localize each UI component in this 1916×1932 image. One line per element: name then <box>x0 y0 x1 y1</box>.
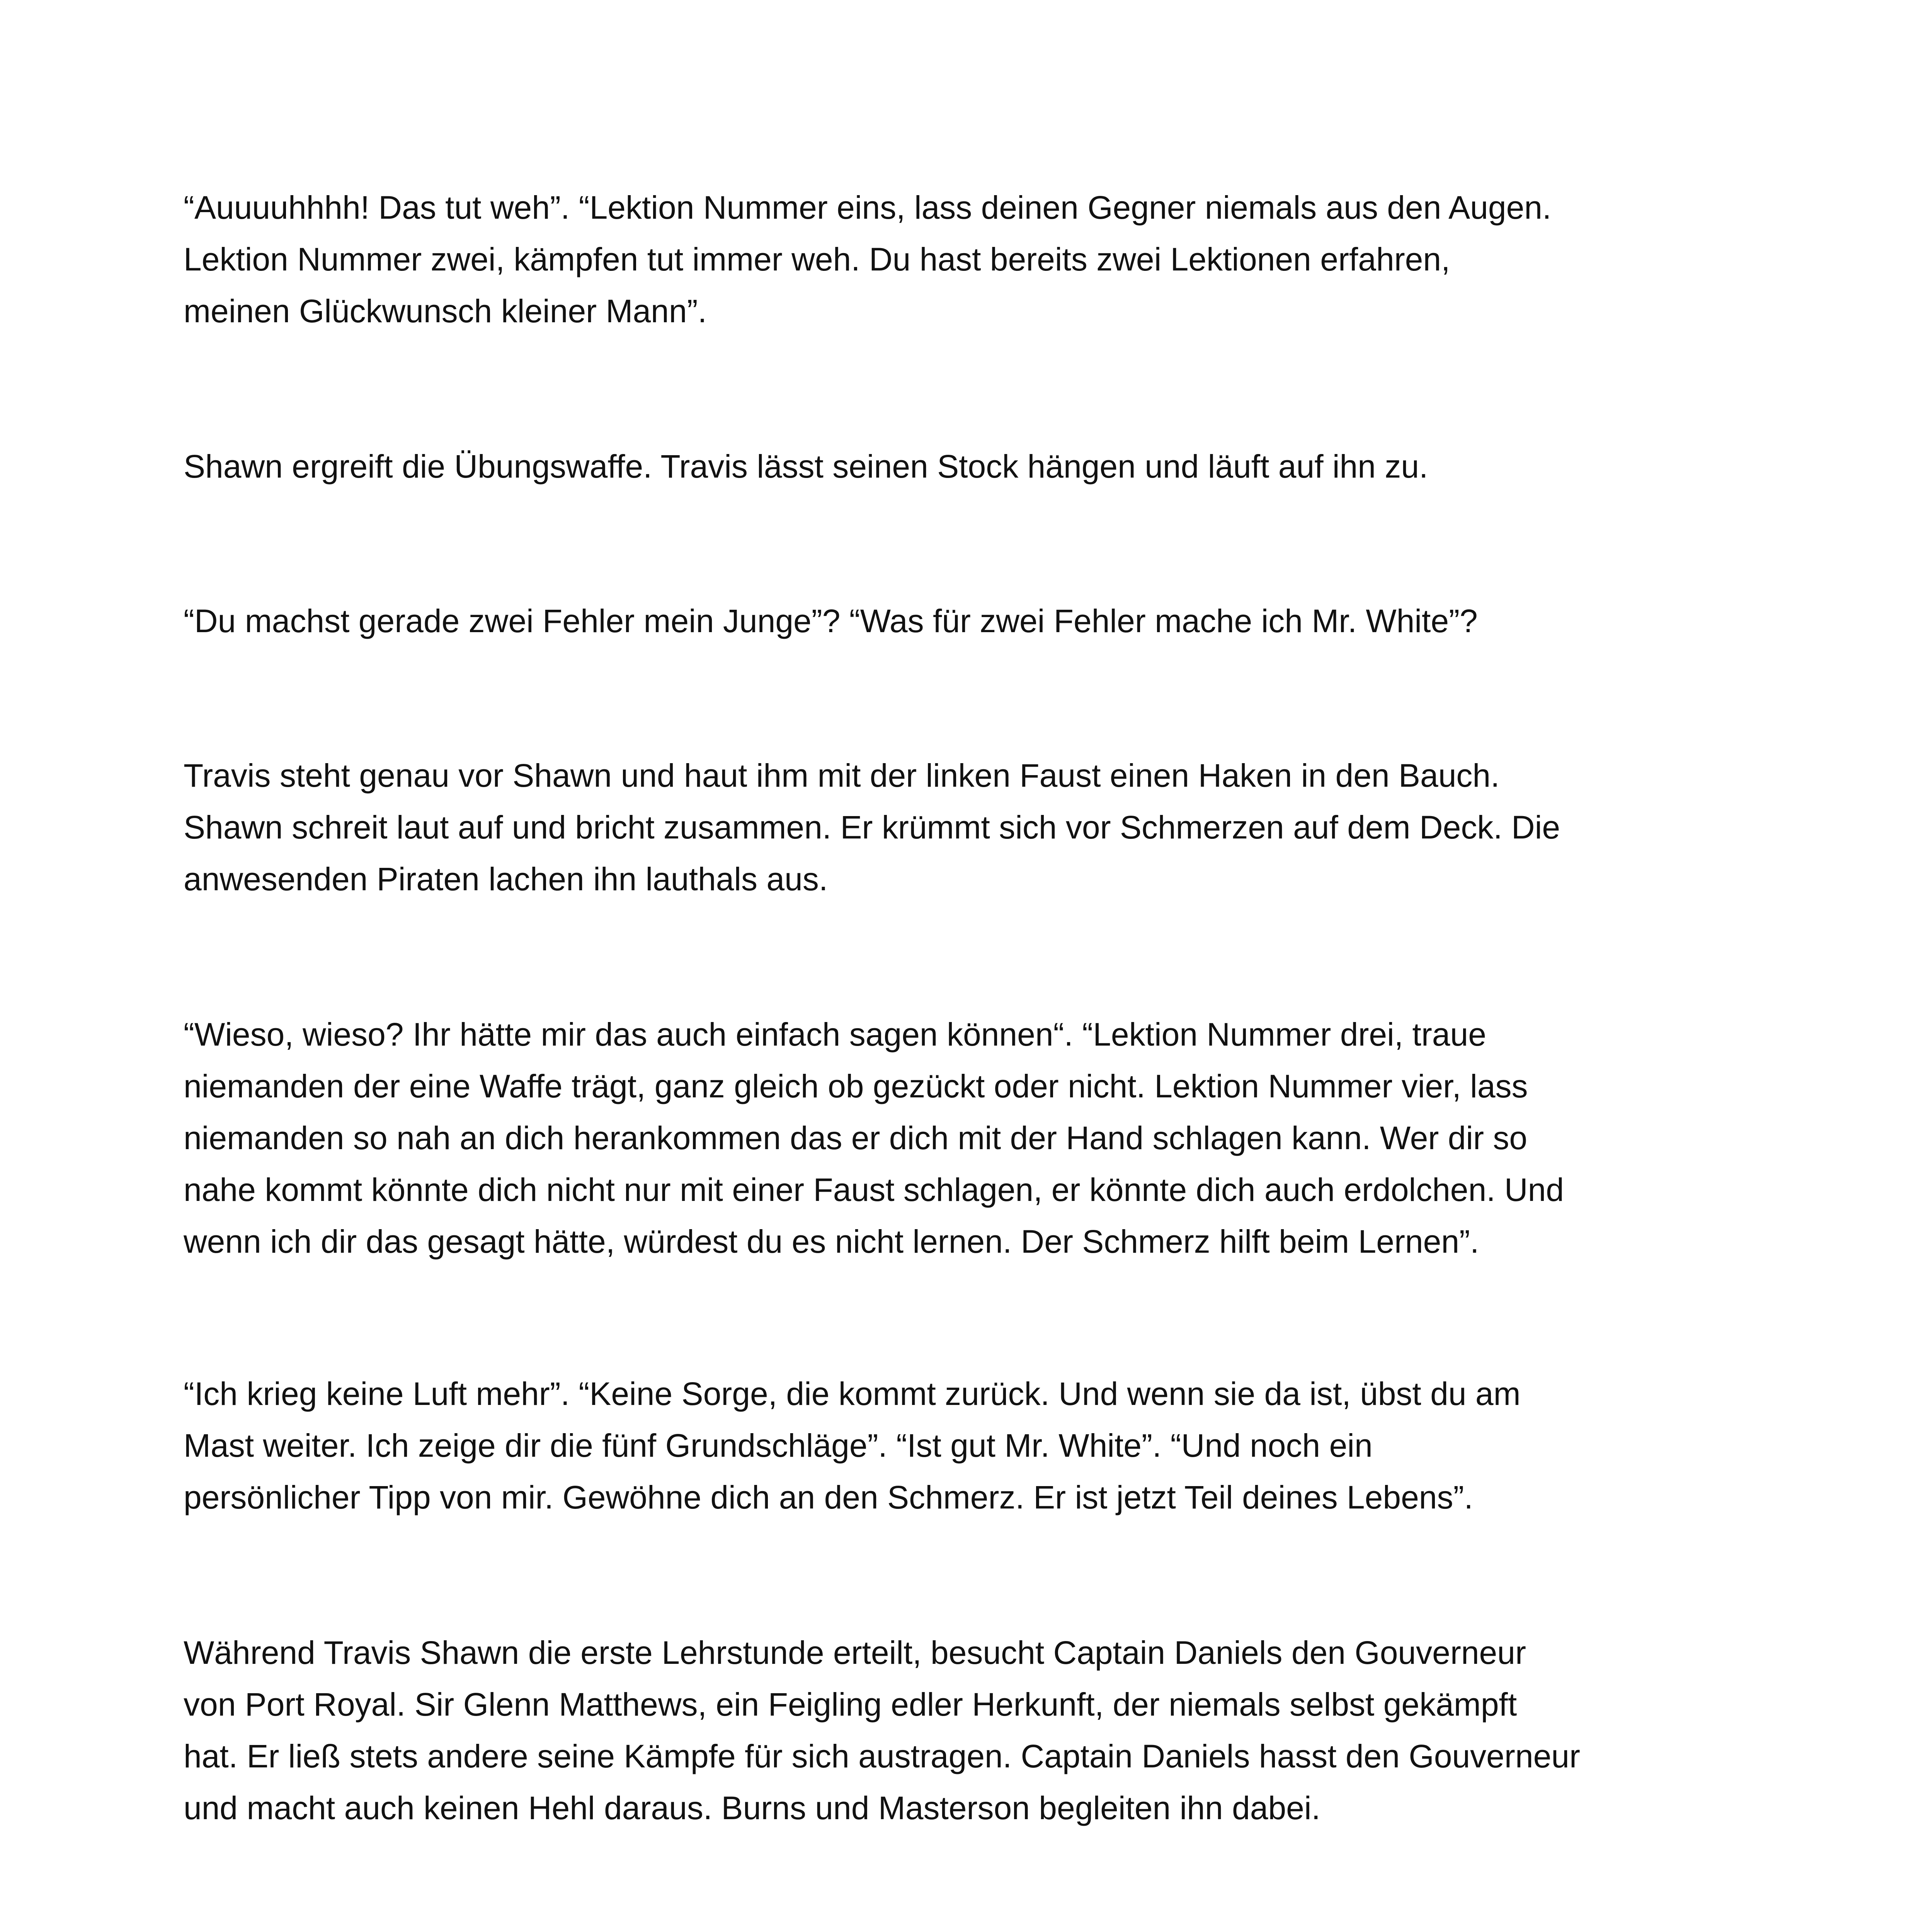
text-line: Während Travis Shawn die erste Lehrstunde erteilt, besucht Captain Daniels den Gouverneur <box>184 1634 1526 1671</box>
paragraph-7 <box>184 1627 1729 1834</box>
paragraph-1 <box>184 182 1729 337</box>
paragraph-3 <box>184 595 1729 647</box>
text-line: wenn ich dir das gesagt hätte, würdest du es nicht lernen. Der Schmerz hilft beim Lernen”. <box>184 1223 1479 1260</box>
text-line: “Auuuuhhhh! Das tut weh”. “Lektion Nummer eins, lass deinen Gegner niemals aus den Augen. <box>184 189 1552 226</box>
text-line: anwesenden Piraten lachen ihn lauthals aus. <box>184 861 828 897</box>
text-line: Mast weiter. Ich zeige dir die fünf Grundschläge”. “Ist gut Mr. White”. “Und noch ein <box>184 1427 1373 1464</box>
text-line: Shawn schreit laut auf und bricht zusammen. Er krümmt sich vor Schmerzen auf dem Deck. Die <box>184 809 1560 845</box>
text-line: meinen Glückwunsch kleiner Mann”. <box>184 293 707 329</box>
paragraph-5 <box>184 1009 1729 1267</box>
paragraph-2 <box>184 440 1729 492</box>
text-line: “Du machst gerade zwei Fehler mein Junge”? “Was für zwei Fehler mache ich Mr. White”? <box>184 603 1478 639</box>
text-line: persönlicher Tipp von mir. Gewöhne dich an den Schmerz. Er ist jetzt Teil deines Lebens”. <box>184 1479 1473 1515</box>
text-line: hat. Er ließ stets andere seine Kämpfe für sich austragen. Captain Daniels hasst den Gouverneur <box>184 1738 1580 1774</box>
text-line: niemanden der eine Waffe trägt, ganz gleich ob gezückt oder nicht. Lektion Nummer vier, lass <box>184 1068 1528 1104</box>
text-line: von Port Royal. Sir Glenn Matthews, ein Feigling edler Herkunft, der niemals selbst gekämpft <box>184 1686 1517 1723</box>
text-line: Travis steht genau vor Shawn und haut ihm mit der linken Faust einen Haken in den Bauch. <box>184 757 1500 794</box>
text-line: Shawn ergreift die Übungswaffe. Travis lässt seinen Stock hängen und läuft auf ihn zu. <box>184 448 1428 485</box>
text-line: “Ich krieg keine Luft mehr”. “Keine Sorge, die kommt zurück. Und wenn sie da ist, übst du am <box>184 1376 1521 1412</box>
text-line: Lektion Nummer zwei, kämpfen tut immer weh. Du hast bereits zwei Lektionen erfahren, <box>184 241 1450 277</box>
text-line: und macht auch keinen Hehl daraus. Burns und Masterson begleiten ihn dabei. <box>184 1790 1320 1826</box>
text-line: nahe kommt könnte dich nicht nur mit einer Faust schlagen, er könnte dich auch erdolchen. Und <box>184 1172 1564 1208</box>
paragraph-6 <box>184 1368 1729 1523</box>
text-line: niemanden so nah an dich herankommen das er dich mit der Hand schlagen kann. Wer dir so <box>184 1120 1528 1156</box>
text-line: “Wieso, wieso? Ihr hätte mir das auch einfach sagen können“. “Lektion Nummer drei, traue <box>184 1016 1486 1053</box>
paragraph-4 <box>184 750 1729 905</box>
